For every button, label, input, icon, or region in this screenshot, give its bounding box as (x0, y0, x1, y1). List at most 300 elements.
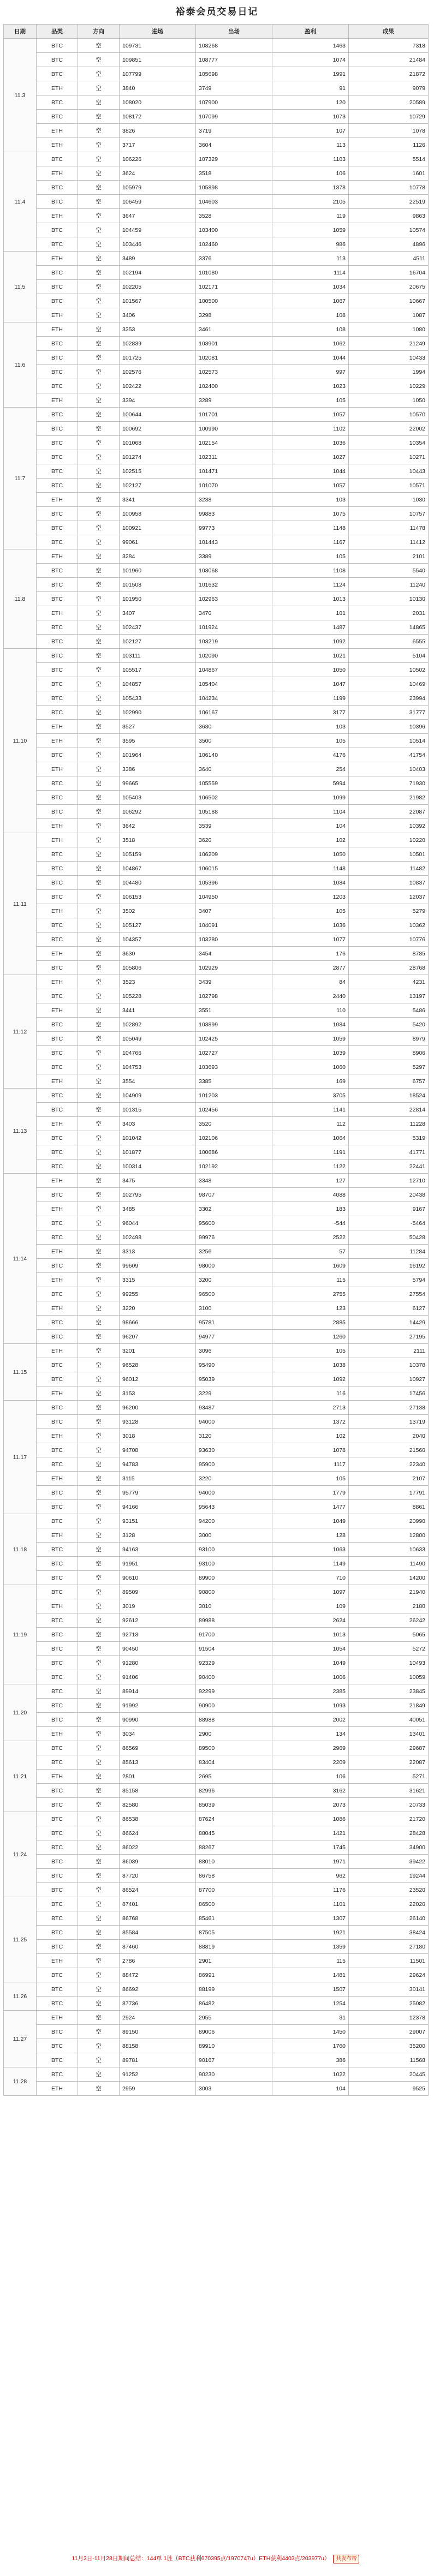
cell-result: 28768 (349, 961, 429, 975)
cell-result: 29687 (349, 1741, 429, 1755)
cell-direction: 空 (78, 663, 120, 677)
cell-result: 22087 (349, 1755, 429, 1770)
column-header-result: 成果 (349, 25, 429, 39)
table-row (4, 53, 429, 67)
table-row (4, 2025, 429, 2039)
cell-entry: 100958 (120, 507, 196, 521)
cell-exit: 88199 (196, 1982, 272, 1997)
cell-date: 11.3 (4, 39, 37, 152)
cell-direction: 空 (78, 223, 120, 237)
cell-direction: 空 (78, 989, 120, 1003)
cell-profit: 1050 (272, 847, 349, 862)
table-row (4, 1883, 429, 1897)
cell-product: BTC (37, 1883, 78, 1897)
cell-profit: 1084 (272, 1018, 349, 1032)
cell-profit: 110 (272, 1003, 349, 1018)
page-title: 裕泰会员交易日记 (175, 7, 259, 17)
cell-direction: 空 (78, 1784, 120, 1798)
cell-profit: 1921 (272, 1926, 349, 1940)
table-row (4, 975, 429, 989)
cell-direction: 空 (78, 1174, 120, 1188)
cell-result: 11240 (349, 578, 429, 592)
cell-exit: 3376 (196, 252, 272, 266)
cell-profit: 1034 (272, 280, 349, 294)
cell-entry: 101315 (120, 1103, 196, 1117)
cell-product: BTC (37, 53, 78, 67)
cell-direction: 空 (78, 1855, 120, 1869)
cell-exit: 3518 (196, 166, 272, 181)
cell-exit: 88045 (196, 1826, 272, 1840)
cell-result: 10502 (349, 663, 429, 677)
table-row (4, 1003, 429, 1018)
cell-exit: 105559 (196, 776, 272, 791)
table-row (4, 1770, 429, 1784)
cell-product: BTC (37, 706, 78, 720)
cell-exit: 3238 (196, 493, 272, 507)
cell-result: 22002 (349, 422, 429, 436)
cell-exit: 101471 (196, 464, 272, 479)
cell-date: 11.20 (4, 1684, 37, 1741)
cell-profit: 1141 (272, 1103, 349, 1117)
cell-profit: 120 (272, 95, 349, 110)
cell-direction: 空 (78, 436, 120, 450)
cell-result: 21560 (349, 1443, 429, 1457)
cell-entry: 106226 (120, 152, 196, 166)
table-row (4, 1755, 429, 1770)
cell-profit: 1307 (272, 1911, 349, 1926)
cell-direction: 空 (78, 1656, 120, 1670)
cell-profit: 2522 (272, 1230, 349, 1245)
cell-entry: 101274 (120, 450, 196, 464)
cell-result: 20438 (349, 1188, 429, 1202)
cell-entry: 89781 (120, 2053, 196, 2067)
cell-result: 22087 (349, 805, 429, 819)
cell-profit: 1609 (272, 1259, 349, 1273)
cell-direction: 空 (78, 1386, 120, 1401)
cell-result: 20990 (349, 1514, 429, 1528)
cell-entry: 101042 (120, 1131, 196, 1145)
table-row (4, 1117, 429, 1131)
cell-entry: 3128 (120, 1528, 196, 1543)
cell-exit: 104950 (196, 890, 272, 904)
cell-profit: 1036 (272, 918, 349, 933)
cell-result: 2107 (349, 1472, 429, 1486)
cell-product: BTC (37, 1571, 78, 1585)
table-row (4, 1911, 429, 1926)
cell-entry: 99665 (120, 776, 196, 791)
table-row (4, 464, 429, 479)
cell-direction: 空 (78, 918, 120, 933)
cell-product: ETH (37, 124, 78, 138)
cell-entry: 3353 (120, 322, 196, 337)
cell-exit: 95490 (196, 1358, 272, 1372)
cell-result: 10392 (349, 819, 429, 833)
table-row (4, 1699, 429, 1713)
cell-exit: 93630 (196, 1443, 272, 1457)
cell-profit: 1176 (272, 1883, 349, 1897)
cell-result: 10570 (349, 408, 429, 422)
cell-profit: 101 (272, 606, 349, 620)
cell-profit: 108 (272, 308, 349, 322)
table-row (4, 1074, 429, 1089)
cell-result: 5319 (349, 1131, 429, 1145)
cell-entry: 96044 (120, 1216, 196, 1230)
cell-profit: 1149 (272, 1557, 349, 1571)
cell-entry: 101567 (120, 294, 196, 308)
cell-profit: 1075 (272, 507, 349, 521)
cell-exit: 102192 (196, 1160, 272, 1174)
cell-direction: 空 (78, 961, 120, 975)
cell-result: 10574 (349, 223, 429, 237)
cell-direction: 空 (78, 138, 120, 152)
cell-profit: 1359 (272, 1940, 349, 1954)
cell-result: 27138 (349, 1401, 429, 1415)
cell-direction: 空 (78, 2053, 120, 2067)
cell-direction: 空 (78, 549, 120, 564)
cell-product: BTC (37, 152, 78, 166)
cell-result: 1126 (349, 138, 429, 152)
cell-date: 11.5 (4, 252, 37, 322)
cell-exit: 99773 (196, 521, 272, 535)
cell-result: 1601 (349, 166, 429, 181)
cell-exit: 95643 (196, 1500, 272, 1514)
table-row (4, 337, 429, 351)
cell-product: ETH (37, 252, 78, 266)
cell-entry: 87720 (120, 1869, 196, 1883)
table-row (4, 138, 429, 152)
cell-entry: 3284 (120, 549, 196, 564)
table-row (4, 1301, 429, 1316)
cell-exit: 100686 (196, 1145, 272, 1160)
cell-product: BTC (37, 1684, 78, 1699)
cell-profit: 109 (272, 1599, 349, 1613)
table-row (4, 124, 429, 138)
cell-profit: 1057 (272, 479, 349, 493)
cell-exit: 2901 (196, 1954, 272, 1968)
table-row (4, 1968, 429, 1982)
cell-profit: 1067 (272, 294, 349, 308)
cell-exit: 102425 (196, 1032, 272, 1046)
cell-exit: 96500 (196, 1287, 272, 1301)
cell-entry: 3826 (120, 124, 196, 138)
cell-result: 5794 (349, 1273, 429, 1287)
cell-entry: 101964 (120, 748, 196, 762)
cell-result: 10433 (349, 351, 429, 365)
cell-product: BTC (37, 1443, 78, 1457)
cell-exit: 106209 (196, 847, 272, 862)
cell-direction: 空 (78, 53, 120, 67)
table-row (4, 1046, 429, 1060)
cell-result: 8906 (349, 1046, 429, 1060)
cell-exit: 3604 (196, 138, 272, 152)
cell-entry: 86768 (120, 1911, 196, 1926)
cell-entry: 3019 (120, 1599, 196, 1613)
cell-profit: 1148 (272, 862, 349, 876)
cell-result: 20445 (349, 2067, 429, 2082)
cell-date: 11.25 (4, 1897, 37, 1982)
cell-product: BTC (37, 1784, 78, 1798)
cell-direction: 空 (78, 1245, 120, 1259)
cell-exit: 89900 (196, 1571, 272, 1585)
cell-exit: 91504 (196, 1642, 272, 1656)
table-row (4, 1869, 429, 1883)
cell-direction: 空 (78, 1003, 120, 1018)
cell-product: BTC (37, 564, 78, 578)
cell-profit: 1092 (272, 1372, 349, 1386)
cell-profit: 1013 (272, 1628, 349, 1642)
cell-profit: 1124 (272, 578, 349, 592)
cell-product: BTC (37, 535, 78, 549)
cell-exit: 107329 (196, 152, 272, 166)
cell-exit: 105396 (196, 876, 272, 890)
cell-direction: 空 (78, 1940, 120, 1954)
table-row (4, 266, 429, 280)
cell-exit: 3749 (196, 81, 272, 95)
table-row (4, 1486, 429, 1500)
cell-product: BTC (37, 1755, 78, 1770)
table-row (4, 1741, 429, 1755)
cell-exit: 104234 (196, 691, 272, 706)
cell-result: 71930 (349, 776, 429, 791)
cell-product: BTC (37, 748, 78, 762)
cell-product: BTC (37, 890, 78, 904)
cell-product: ETH (37, 493, 78, 507)
cell-direction: 空 (78, 1528, 120, 1543)
cell-direction: 空 (78, 1287, 120, 1301)
cell-direction: 空 (78, 1500, 120, 1514)
cell-profit: 386 (272, 2053, 349, 2067)
cell-exit: 90400 (196, 1670, 272, 1684)
cell-exit: 3385 (196, 1074, 272, 1089)
cell-exit: 104867 (196, 663, 272, 677)
cell-product: BTC (37, 805, 78, 819)
cell-direction: 空 (78, 833, 120, 847)
cell-product: ETH (37, 1074, 78, 1089)
cell-direction: 空 (78, 1954, 120, 1968)
cell-result: 9167 (349, 1202, 429, 1216)
cell-entry: 2959 (120, 2082, 196, 2096)
cell-exit: 91700 (196, 1628, 272, 1642)
cell-profit: 105 (272, 549, 349, 564)
cell-direction: 空 (78, 1699, 120, 1713)
cell-entry: 86039 (120, 1855, 196, 1869)
cell-entry: 94708 (120, 1443, 196, 1457)
cell-profit: 2440 (272, 989, 349, 1003)
cell-profit: 105 (272, 904, 349, 918)
cell-profit: 1047 (272, 677, 349, 691)
table-row (4, 1358, 429, 1372)
cell-exit: 85461 (196, 1911, 272, 1926)
cell-profit: 2105 (272, 195, 349, 209)
cell-profit: 105 (272, 1344, 349, 1358)
cell-date: 11.18 (4, 1514, 37, 1585)
cell-direction: 空 (78, 862, 120, 876)
cell-entry: 94783 (120, 1457, 196, 1472)
cell-profit: 104 (272, 819, 349, 833)
cell-profit: 2713 (272, 1401, 349, 1415)
cell-result: 20675 (349, 280, 429, 294)
cell-result: 6555 (349, 635, 429, 649)
cell-entry: 98666 (120, 1316, 196, 1330)
trade-log-body (4, 39, 429, 2096)
table-row (4, 1032, 429, 1046)
cell-result: 10443 (349, 464, 429, 479)
cell-result: 22814 (349, 1103, 429, 1117)
cell-product: BTC (37, 1287, 78, 1301)
cell-product: BTC (37, 507, 78, 521)
cell-entry: 102892 (120, 1018, 196, 1032)
cell-result: 20733 (349, 1798, 429, 1812)
cell-exit: 101701 (196, 408, 272, 422)
cell-result: 10362 (349, 918, 429, 933)
table-row (4, 1628, 429, 1642)
cell-exit: 94000 (196, 1486, 272, 1500)
cell-result: 17456 (349, 1386, 429, 1401)
cell-result: 11478 (349, 521, 429, 535)
cell-exit: 3120 (196, 1429, 272, 1443)
cell-profit: 1481 (272, 1968, 349, 1982)
cell-exit: 95039 (196, 1372, 272, 1386)
cell-profit: 1049 (272, 1656, 349, 1670)
table-row (4, 1174, 429, 1188)
cell-exit: 87505 (196, 1926, 272, 1940)
cell-profit: 1073 (272, 110, 349, 124)
cell-result: 9863 (349, 209, 429, 223)
cell-direction: 空 (78, 1372, 120, 1386)
cell-entry: 3840 (120, 81, 196, 95)
cell-direction: 空 (78, 691, 120, 706)
cell-direction: 空 (78, 1160, 120, 1174)
table-row (4, 223, 429, 237)
table-row (4, 1160, 429, 1174)
cell-product: BTC (37, 1982, 78, 1997)
cell-profit: 113 (272, 138, 349, 152)
cell-direction: 空 (78, 734, 120, 748)
cell-exit: 3470 (196, 606, 272, 620)
table-row (4, 1571, 429, 1585)
cell-result: 19244 (349, 1869, 429, 1883)
cell-entry: 99609 (120, 1259, 196, 1273)
table-row (4, 734, 429, 748)
cell-product: BTC (37, 1358, 78, 1372)
cell-result: 12037 (349, 890, 429, 904)
cell-result: 10220 (349, 833, 429, 847)
cell-entry: 3502 (120, 904, 196, 918)
cell-direction: 空 (78, 1798, 120, 1812)
cell-product: ETH (37, 1273, 78, 1287)
cell-direction: 空 (78, 67, 120, 81)
cell-result: 10837 (349, 876, 429, 890)
cell-exit: 92329 (196, 1656, 272, 1670)
table-row (4, 81, 429, 95)
cell-result: 10059 (349, 1670, 429, 1684)
cell-result: 1994 (349, 365, 429, 379)
cell-result: 6127 (349, 1301, 429, 1316)
cell-exit: 95781 (196, 1316, 272, 1330)
table-row (4, 408, 429, 422)
cell-result: 22441 (349, 1160, 429, 1174)
cell-profit: 1059 (272, 1032, 349, 1046)
cell-profit: 1199 (272, 691, 349, 706)
table-row (4, 1500, 429, 1514)
cell-direction: 空 (78, 1216, 120, 1230)
cell-result: 29007 (349, 2025, 429, 2039)
cell-direction: 空 (78, 280, 120, 294)
cell-product: BTC (37, 1628, 78, 1642)
cell-entry: 3394 (120, 393, 196, 408)
cell-profit: 2209 (272, 1755, 349, 1770)
table-row (4, 1812, 429, 1826)
cell-exit: 3389 (196, 549, 272, 564)
table-row (4, 677, 429, 691)
cell-product: BTC (37, 1869, 78, 1883)
cell-entry: 3341 (120, 493, 196, 507)
cell-exit: 105898 (196, 181, 272, 195)
cell-direction: 空 (78, 252, 120, 266)
cell-product: ETH (37, 1727, 78, 1741)
cell-result: 2101 (349, 549, 429, 564)
cell-exit: 102400 (196, 379, 272, 393)
cell-entry: 93151 (120, 1514, 196, 1528)
cell-profit: 91 (272, 81, 349, 95)
cell-exit: 103068 (196, 564, 272, 578)
cell-entry: 3717 (120, 138, 196, 152)
cell-product: BTC (37, 1897, 78, 1911)
cell-exit: 86482 (196, 1997, 272, 2011)
cell-direction: 空 (78, 947, 120, 961)
cell-exit: 101080 (196, 266, 272, 280)
cell-exit: 103693 (196, 1060, 272, 1074)
cell-date: 11.17 (4, 1401, 37, 1514)
cell-direction: 空 (78, 1131, 120, 1145)
cell-entry: 92713 (120, 1628, 196, 1642)
table-row (4, 1216, 429, 1230)
cell-exit: 102090 (196, 649, 272, 663)
cell-profit: 1077 (272, 933, 349, 947)
cell-profit: 1102 (272, 422, 349, 436)
table-row (4, 393, 429, 408)
cell-product: BTC (37, 1940, 78, 1954)
cell-result: 22340 (349, 1457, 429, 1472)
cell-profit: 2877 (272, 961, 349, 975)
table-row (4, 720, 429, 734)
table-row (4, 1642, 429, 1656)
cell-direction: 空 (78, 1046, 120, 1060)
cell-entry: 104459 (120, 223, 196, 237)
table-row (4, 95, 429, 110)
cell-profit: 115 (272, 1954, 349, 1968)
table-row (4, 819, 429, 833)
cell-exit: 89006 (196, 2025, 272, 2039)
table-header-row (4, 25, 429, 39)
cell-result: 5420 (349, 1018, 429, 1032)
cell-entry: 3441 (120, 1003, 196, 1018)
cell-profit: 1038 (272, 1358, 349, 1372)
cell-direction: 空 (78, 1330, 120, 1344)
table-row (4, 635, 429, 649)
table-row (4, 1599, 429, 1613)
cell-profit: 106 (272, 1770, 349, 1784)
cell-exit: 3407 (196, 904, 272, 918)
table-row (4, 691, 429, 706)
cell-profit: 119 (272, 209, 349, 223)
cell-profit: 1450 (272, 2025, 349, 2039)
cell-profit: 102 (272, 833, 349, 847)
cell-product: BTC (37, 1372, 78, 1386)
cell-product: BTC (37, 280, 78, 294)
cell-direction: 空 (78, 720, 120, 734)
cell-entry: 101725 (120, 351, 196, 365)
